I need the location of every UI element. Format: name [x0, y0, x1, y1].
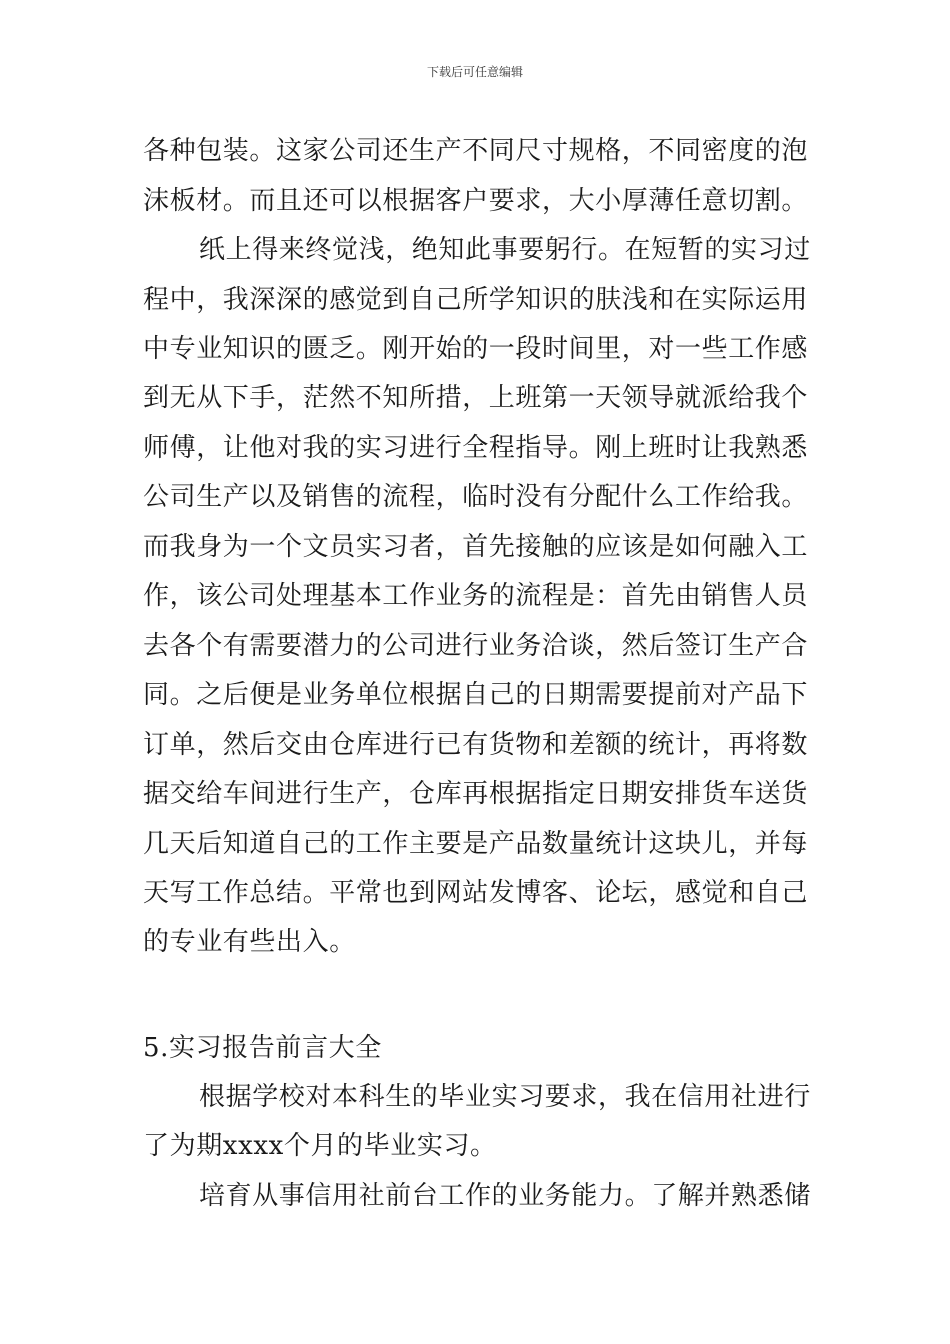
- paragraph-line: 到无从下手，茫然不知所措，上班第一天领导就派给我个: [143, 383, 809, 413]
- paragraph-line: 而我身为一个文员实习者，首先接触的应该是如何融入工: [143, 532, 809, 562]
- paragraph-line: 根据学校对本科生的毕业实习要求，我在信用社进行: [199, 1082, 811, 1112]
- paragraph-line: 去各个有需要潜力的公司进行业务洽谈，然后签订生产合: [143, 631, 809, 661]
- paragraph-line: 师傅，让他对我的实习进行全程指导。刚上班时让我熟悉: [143, 433, 809, 463]
- paragraph-line: 的专业有些出入。: [143, 927, 356, 957]
- paragraph-line: 培育从事信用社前台工作的业务能力。了解并熟悉储: [199, 1181, 811, 1211]
- page-header: 下载后可任意编辑: [426, 65, 523, 79]
- paragraph-line: 几天后知道自己的工作主要是产品数量统计这块儿，并每: [143, 829, 809, 859]
- paragraph-line: 纸上得来终觉浅，绝知此事要躬行。在短暂的实习过: [199, 235, 811, 265]
- paragraph-line: 订单，然后交由仓库进行已有货物和差额的统计，再将数: [143, 730, 809, 760]
- paragraph-line: 公司生产以及销售的流程，临时没有分配什么工作给我。: [143, 482, 809, 512]
- paragraph-line: 程中，我深深的感觉到自己所学知识的肤浅和在实际运用: [143, 285, 809, 315]
- section-heading: 5.实习报告前言大全: [143, 1033, 382, 1063]
- paragraph-line: 天写工作总结。平常也到网站发博客、论坛，感觉和自己: [143, 878, 809, 908]
- paragraph-line: 中专业知识的匮乏。刚开始的一段时间里，对一些工作感: [143, 334, 809, 364]
- paragraph-line: 各种包装。这家公司还生产不同尺寸规格，不同密度的泡: [143, 136, 809, 166]
- paragraph-line: 了为期xxxx个月的毕业实习。: [143, 1131, 497, 1161]
- paragraph-line: 沫板材。而且还可以根据客户要求，大小厚薄任意切割。: [143, 186, 809, 216]
- paragraph-line: 作，该公司处理基本工作业务的流程是：首先由销售人员: [143, 581, 809, 611]
- paragraph-line: 同。之后便是业务单位根据自己的日期需要提前对产品下: [143, 680, 809, 710]
- paragraph-line: 据交给车间进行生产，仓库再根据指定日期安排货车送货: [143, 779, 809, 809]
